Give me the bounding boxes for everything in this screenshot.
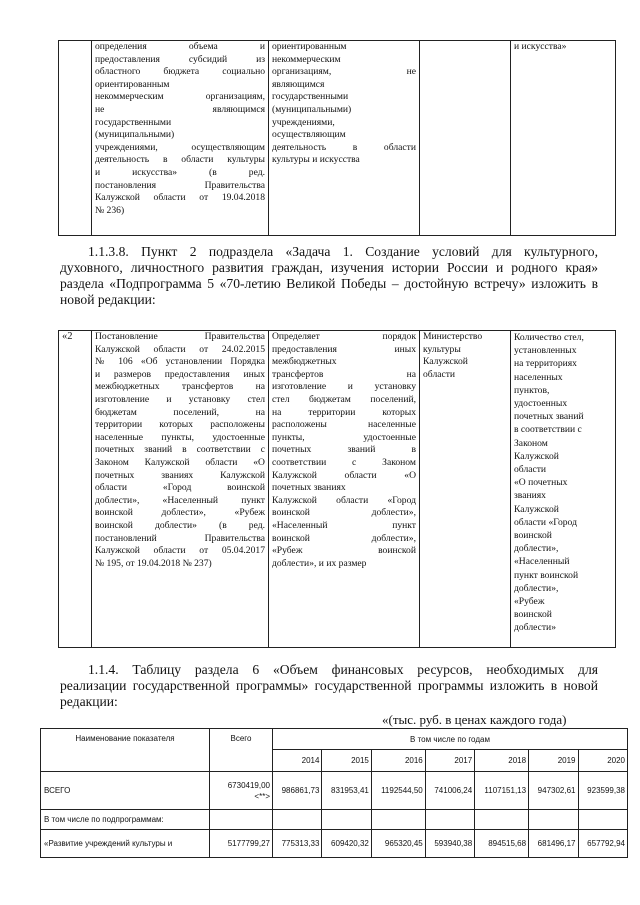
- year-label: 2019: [557, 756, 576, 765]
- empty-cell: [578, 810, 628, 830]
- value-cell: [475, 830, 529, 858]
- cell-line: деятельность в области культуры: [95, 154, 265, 166]
- cell-line: «Рубеж воинской: [272, 545, 416, 557]
- cell-line: доблести»: [514, 622, 556, 634]
- value-cell: [578, 830, 628, 858]
- row-total-note: <**>: [254, 791, 270, 801]
- cell-line: доблести», и их размер: [272, 557, 367, 569]
- cell-line: определения объема и: [95, 41, 265, 52]
- cell-line: Количество стел,: [514, 332, 584, 343]
- indicator-cell: [511, 41, 616, 236]
- paragraph-line: реализации государственной программы» государственной программы изложить в новой: [60, 678, 598, 693]
- cell-line: Постановление Правительства: [95, 331, 265, 342]
- cell-line: государственными: [95, 116, 172, 128]
- year-header: [371, 750, 425, 772]
- year-header: [322, 750, 371, 772]
- cell-line: постановления Правительства: [95, 179, 265, 191]
- cell-line: (муниципальными): [95, 129, 175, 141]
- cell-line: № 106 «Об установлении Порядка: [95, 356, 265, 368]
- item-2-table: [58, 330, 616, 648]
- year-label: 2015: [351, 756, 369, 765]
- cell-line: почетных званий: [514, 411, 584, 423]
- empty-cell: [273, 810, 322, 830]
- table-row: [41, 810, 628, 830]
- empty-cell: [210, 810, 273, 830]
- cell-line: Определяет порядок: [272, 331, 416, 342]
- year-label: 2016: [404, 756, 423, 765]
- cell-line: воинской доблести» (в ред.: [95, 519, 265, 531]
- empty-cell: [475, 810, 529, 830]
- row-label-text: «Развитие учреждений культуры и: [44, 839, 173, 848]
- year-header: [273, 750, 322, 772]
- cell-line: и размеров предоставления иных: [95, 368, 265, 380]
- row-label-text: ВСЕГО: [44, 786, 71, 795]
- cell-line: воинской: [514, 530, 552, 542]
- cell-line: пунктов,: [514, 384, 550, 396]
- number-cell: [59, 331, 92, 648]
- cell-line: «Населенный пункт: [272, 519, 416, 531]
- paragraph-line: новой редакции:: [60, 292, 156, 307]
- cell-line: расположены населенные: [272, 419, 416, 431]
- value-text: 609420,32: [331, 839, 369, 848]
- row-total-value: 5177799,27: [227, 839, 270, 848]
- value-text: 657792,94: [587, 839, 625, 848]
- cell-line: «О почетных: [514, 477, 568, 489]
- empty-cell: [322, 810, 371, 830]
- row-total-value: 6730419,00: [227, 780, 270, 790]
- paragraph-line: духовного, личностного развития граждан, изучения истории России и родного края»: [60, 260, 598, 275]
- cell-line: на территории которых: [272, 406, 416, 418]
- value-cell: [475, 772, 529, 810]
- value-text: 947302,61: [537, 786, 576, 795]
- continuation-table: [58, 40, 616, 236]
- empty-cell: [425, 810, 474, 830]
- cell-line: межбюджетных трансфертов на: [95, 381, 265, 393]
- cell-line: Калужской области от 24.02.2015: [95, 343, 265, 355]
- value-text: 965320,45: [384, 839, 423, 848]
- cell-line: (муниципальными): [272, 103, 352, 115]
- cell-line: № 195, от 19.04.2018 № 237): [95, 557, 212, 569]
- cell-line: государственными: [272, 91, 349, 103]
- value-cell: [322, 830, 371, 858]
- cell-line: Министерство: [423, 331, 483, 342]
- paragraph-1-1-4: [60, 662, 598, 710]
- row-label: [41, 830, 210, 858]
- cell-line: званиях: [514, 490, 546, 502]
- cell-line: некоммерческим: [272, 53, 341, 65]
- value-cell: [371, 830, 425, 858]
- year-label: 2014: [301, 756, 320, 765]
- cell-line: Законом: [514, 437, 548, 449]
- cell-line: установленных: [514, 345, 577, 357]
- document-cell: [92, 331, 269, 648]
- cell-line: удостоенных: [514, 398, 568, 410]
- cell-line: территории которых расположены: [95, 419, 265, 431]
- cell-line: воинской: [514, 609, 552, 621]
- cell-line: учреждениями,: [272, 116, 335, 128]
- cell-line: населенные пункты, удостоенные: [95, 431, 265, 443]
- value-cell: [425, 830, 474, 858]
- header-years-label: В том числе по годам: [410, 734, 490, 744]
- paragraph-line: 1.1.3.8. Пункт 2 подраздела «Задача 1. Создание условий для культурного,: [88, 244, 598, 259]
- empty-cell: [529, 810, 578, 830]
- cell-line: № 236): [95, 204, 125, 216]
- cell-line: соответствии с Законом: [272, 456, 416, 468]
- header-indicator: [41, 729, 210, 772]
- value-text: 831953,41: [331, 786, 369, 795]
- year-label: 2017: [454, 756, 473, 765]
- header-total: [210, 729, 273, 772]
- year-header: [529, 750, 578, 772]
- year-label: 2020: [607, 756, 625, 765]
- cell-line: осуществляющим: [272, 129, 346, 141]
- cell-line: почетных званиях Калужской: [95, 469, 265, 481]
- paragraph-line: раздела «Подпрограмма 5 «70-летию Великой Победы – достойную встречу» изложить в: [60, 276, 598, 291]
- table-row: [41, 830, 628, 858]
- value-cell: [322, 772, 371, 810]
- cell-line: почетных званий в соответствии с: [95, 444, 265, 456]
- units-caption: «(тыс. руб. в ценах каждого года): [382, 712, 567, 727]
- value-cell: [529, 830, 578, 858]
- cell-line: являющимся: [272, 78, 325, 90]
- financial-table: [40, 728, 628, 858]
- cell-line: пункт воинской: [514, 569, 579, 581]
- row-total: [210, 772, 273, 810]
- cell-line: на территориях: [514, 358, 577, 370]
- value-cell: [371, 772, 425, 810]
- value-cell: [529, 772, 578, 810]
- cell-line: доблести»,: [514, 543, 559, 555]
- value-cell: [273, 830, 322, 858]
- description-cell: [269, 41, 420, 236]
- cell-line: деятельность в области: [272, 141, 416, 153]
- row-label: [41, 810, 210, 830]
- cell-line: бюджетам поселений, на: [95, 406, 265, 418]
- table-row: [59, 331, 616, 648]
- cell-line: не являющимся: [95, 103, 265, 115]
- value-text: 775313,33: [281, 839, 320, 848]
- row-total: [210, 830, 273, 858]
- value-cell: [273, 772, 322, 810]
- cell-line: Калужской области от 05.04.2017: [95, 545, 265, 557]
- cell-line: ориентированным: [272, 41, 347, 52]
- cell-line: в соответствии с: [514, 424, 582, 436]
- year-header: [475, 750, 529, 772]
- value-text: 741006,24: [434, 786, 473, 795]
- cell-line: организациям, не: [272, 66, 416, 78]
- value-text: 1192544,50: [381, 786, 423, 795]
- table-header-row: [41, 729, 628, 750]
- cell-line: предоставления субсидий из: [95, 53, 265, 65]
- cell-line: предоставления иных: [272, 343, 416, 355]
- cell-line: Калужской: [514, 503, 559, 515]
- cell-line: воинской доблести»,: [272, 507, 416, 519]
- cell-line: трансфертов на: [272, 368, 416, 380]
- cell-line: постановлений Правительства: [95, 532, 265, 544]
- header-total-label: Всего: [230, 734, 252, 743]
- executor-cell: [420, 41, 511, 236]
- header-years-group: [273, 729, 628, 750]
- cell-line: учреждениями, осуществляющим: [95, 141, 265, 153]
- cell-line: области «Город: [514, 516, 577, 528]
- cell-line: и искусства»: [514, 41, 567, 52]
- cell-line: доблести», «Населенный пункт: [95, 494, 265, 506]
- value-text: 593940,38: [434, 839, 473, 848]
- cell-line: населенных: [514, 371, 563, 383]
- cell-line: Калужской: [514, 450, 559, 462]
- header-indicator-label: Наименование показателя: [75, 734, 175, 743]
- paragraph-line: редакции:: [60, 694, 118, 709]
- cell-line: культуры: [423, 343, 461, 355]
- year-header: [578, 750, 628, 772]
- cell-line: Калужской области от 19.04.2018: [95, 192, 265, 204]
- empty-cell: [371, 810, 425, 830]
- number-cell: [59, 41, 92, 236]
- year-label: 2018: [508, 756, 527, 765]
- cell-line: «Рубеж: [514, 596, 545, 608]
- value-text: 923599,38: [587, 786, 625, 795]
- table-row: [59, 41, 616, 236]
- cell-line: и искусства» (в ред.: [95, 166, 265, 178]
- cell-line: изготовление и установку стел: [95, 393, 265, 405]
- cell-line: стел бюджетам поселений,: [272, 393, 416, 405]
- value-text: 681496,17: [537, 839, 576, 848]
- cell-line: воинской доблести»,: [272, 532, 416, 544]
- cell-line: Калужской области «Город: [272, 494, 416, 506]
- cell-line: Законом Калужской области «О: [95, 456, 265, 468]
- cell-line: областного бюджета социально: [95, 66, 265, 78]
- value-cell: [578, 772, 628, 810]
- row-label-text: В том числе по подпрограммам:: [44, 815, 164, 824]
- cell-line: «Населенный: [514, 556, 570, 568]
- cell-line: почетных званий в: [272, 444, 416, 456]
- cell-line: некоммерческим организациям,: [95, 91, 265, 103]
- cell-line: пункты, удостоенные: [272, 431, 416, 443]
- paragraph-1-1-3-8: [60, 244, 598, 308]
- value-text: 894515,68: [488, 839, 527, 848]
- description-cell: [269, 331, 420, 648]
- cell-line: почетных званиях: [272, 482, 346, 494]
- executor-cell: [420, 331, 511, 648]
- paragraph-line: 1.1.4. Таблицу раздела 6 «Объем финансовых ресурсов, необходимых для: [88, 662, 598, 677]
- table-row: [41, 772, 628, 810]
- cell-line: области «Город воинской: [95, 482, 265, 494]
- year-header: [425, 750, 474, 772]
- indicator-cell: [511, 331, 616, 648]
- cell-line: Калужской: [423, 356, 468, 368]
- value-text: 1107151,13: [484, 786, 527, 795]
- cell-line: ориентированным: [95, 78, 170, 90]
- cell-line: межбюджетных: [272, 356, 337, 368]
- row-label: [41, 772, 210, 810]
- value-text: 986861,73: [281, 786, 320, 795]
- cell-line: воинской доблести», «Рубеж: [95, 507, 265, 519]
- cell-line: области: [514, 464, 547, 476]
- value-cell: [425, 772, 474, 810]
- document-cell: [92, 41, 269, 236]
- cell-line: культуры и искусства: [272, 154, 360, 166]
- cell-line: области: [423, 368, 456, 380]
- cell-line: доблести»,: [514, 582, 559, 594]
- row-number: «2: [62, 331, 73, 342]
- cell-line: изготовление и установку: [272, 381, 416, 393]
- cell-line: Калужской области «О: [272, 469, 416, 481]
